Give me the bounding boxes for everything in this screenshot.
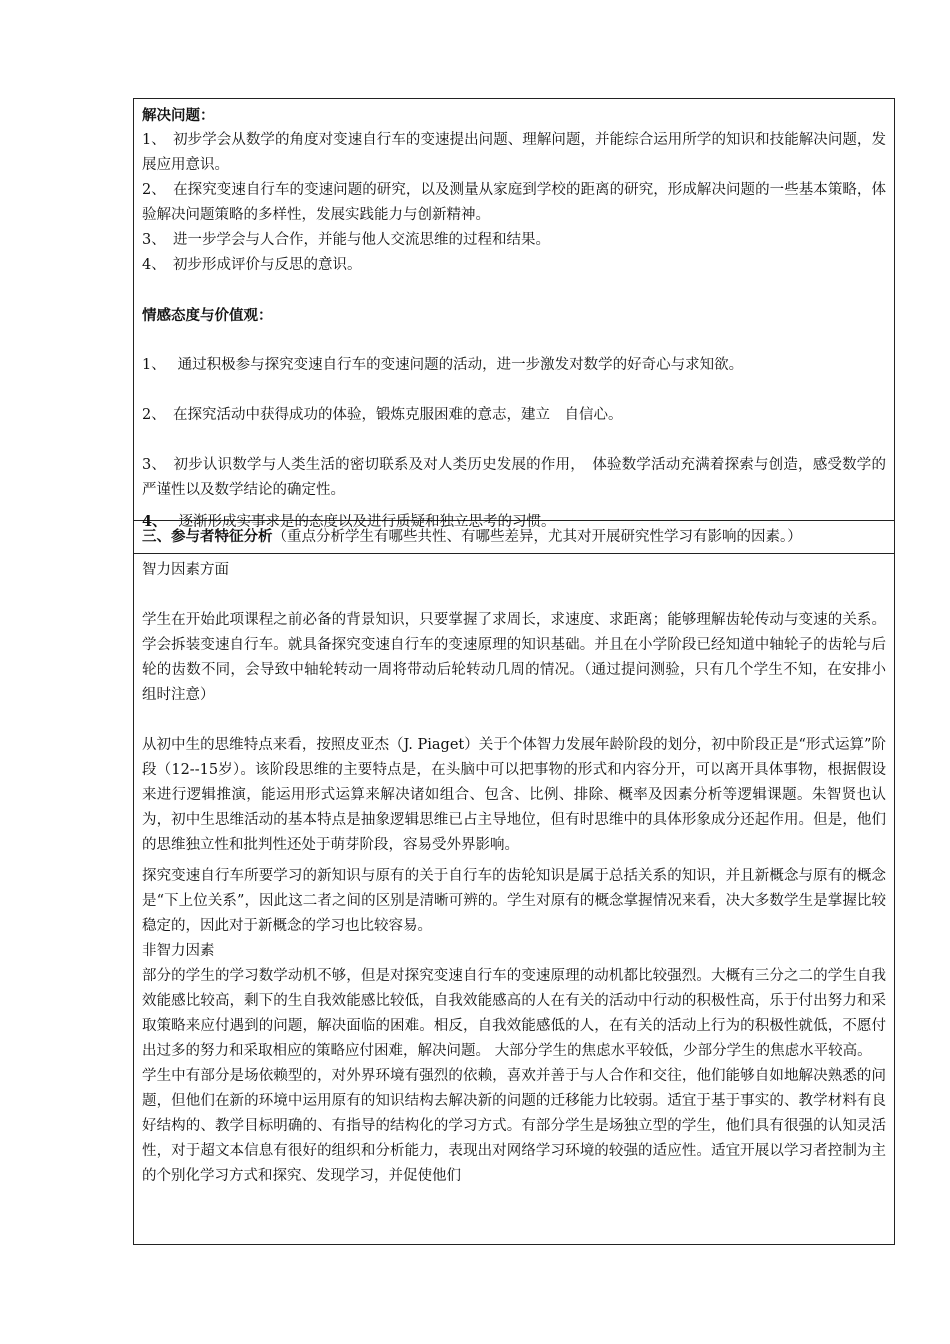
cognitive-style-paragraph: 学生中有部分是场依赖型的，对外界环境有强烈的依赖，喜欢并善于与人合作和交往，他们能够自如地解决熟悉的问题，但他们在新的环境中运用原有的知识结构去解决新的问题的迁移能力比较弱。适宜于基于事实的、教学材料有良好结构的、教学目标明确的、有指导的结构化的学习方式。有部分学生是场独立型的学生，他们具有很强的认知灵活性，对于超文本信息有很好的组织和分析能力，表现出对网络学习环境的较强的适应性。适宜开展以学习者控制为主的个别化学习方式和探究、发现学习，并促使他们 (142, 1068, 886, 1184)
attitude-item-2: 2、 在探究活动中获得成功的体验，锻炼克服困难的意志，建立 自信心。 (142, 407, 623, 423)
new-knowledge-paragraph: 探究变速自行车所要学习的新知识与原有的关于自行车的齿轮知识是属于总括关系的知识，并且新概念与原有的概念是“下上位关系”，因此这二者之间的区别是清晰可辨的。学生对原有的概念掌握情况来看，决大多数学生是掌握比较稳定的，因此对于新概念的学习也比较容易。 (142, 868, 886, 934)
section-title: 三、参与者特征分析 (142, 528, 273, 545)
attitude-item-1: 1、 通过积极参与探究变速自行车的变速问题的活动，进一步激发对数学的好奇心与求知欲。 (142, 357, 744, 373)
spacer (142, 708, 886, 733)
non-intelligence-subheading: 非智力因素 (142, 943, 215, 959)
section-note: （重点分析学生有哪些共性、有哪些差异，尤其对开展研究性学习有影响的因素。） (272, 529, 802, 545)
background-knowledge-paragraph: 学生在开始此项课程之前必备的背景知识，只要掌握了求周长，求速度、求距离；能够理解齿轮传动与变速的关系。学会拆装变速自行车。就具备探究变速自行车的变速原理的知识基础。并且在小学阶段已经知道中轴轮子的齿轮与后轮的齿数不同，会导致中轴轮转动一周将带动后轮转动几周的情况。（通过提问测验，只有几个学生不知，在安排小组时注意） (142, 612, 886, 703)
attitude-item-4-number: 4、 (142, 513, 160, 530)
spacer (142, 328, 886, 353)
spacer (142, 378, 886, 403)
problem-item-3: 3、 进一步学会与人合作，并能与他人交流思维的过程和结果。 (142, 232, 550, 248)
intelligence-subheading: 智力因素方面 (142, 562, 229, 578)
attitude-heading: 情感态度与价值观： (142, 307, 273, 324)
attitude-item-3: 3、 初步认识数学与人类生活的密切联系及对人类历史发展的作用， 体验数学活动充满着探索与创造，感受数学的严谨性以及数学结论的确定性。 (142, 457, 886, 498)
problem-item-1: 1、 初步学会从数学的角度对变速自行车的变速提出问题、理解问题，并能综合运用所学的知识和技能解决问题，发展应用意识。 (142, 132, 886, 173)
spacer (142, 428, 886, 453)
motivation-paragraph: 部分的学生的学习数学动机不够，但是对探究变速自行车的变速原理的动机都比较强烈。大概有三分之二的学生自我效能感比较高，剩下的生自我效能感比较低，自我效能感高的人在有关的活动中行动的积极性高，乐于付出努力和采取策略来应付遇到的问题，解决面临的困难。相反，自我效能感低的人，在有关的活动上行为的积极性就低，不愿付出过多的努力和采取相应的策略应付困难，解决问题。 大部分学生的焦虑水平较低，少部分学生的焦虑水平较高。 (142, 968, 886, 1059)
problem-solving-heading: 解决问题： (142, 107, 215, 124)
objectives-cell (134, 99, 894, 530)
section-header-cell (134, 521, 894, 554)
analysis-cell (134, 554, 894, 1244)
problem-item-4: 4、 初步形成评价与反思的意识。 (142, 257, 362, 273)
attitude-item-4-text: 逐渐形成实事求是的态度以及进行质疑和独立思考的习惯。 (178, 514, 556, 530)
spacer (142, 583, 886, 608)
problem-item-2: 2、 在探究变速自行车的变速问题的研究，以及测量从家庭到学校的距离的研究，形成解决问题的一些基本策略，体验解决问题策略的多样性，发展实践能力与创新精神。 (142, 182, 886, 223)
thinking-characteristics-paragraph: 从初中生的思维特点来看，按照皮亚杰（J. Piaget）关于个体智力发展年龄阶段的划分，初中阶段正是“形式运算”阶段（12--15岁）。该阶段思维的主要特点是，在头脑中可以把事物的形式和内容分开，可以离开具体事物，根据假设来进行逻辑推演，能运用形式运算来解决诸如组合、包含、比例、排除、概率及因素分析等逻辑课题。朱智贤也认为，初中生思维活动的基本特点是抽象逻辑思维已占主导地位，但有时思维中的具体形象成分还起作用。但是，他们的思维独立性和批判性还处于萌芽阶段，容易受外界影响。 (142, 737, 886, 853)
document-table (133, 98, 895, 1245)
spacer (142, 278, 886, 303)
